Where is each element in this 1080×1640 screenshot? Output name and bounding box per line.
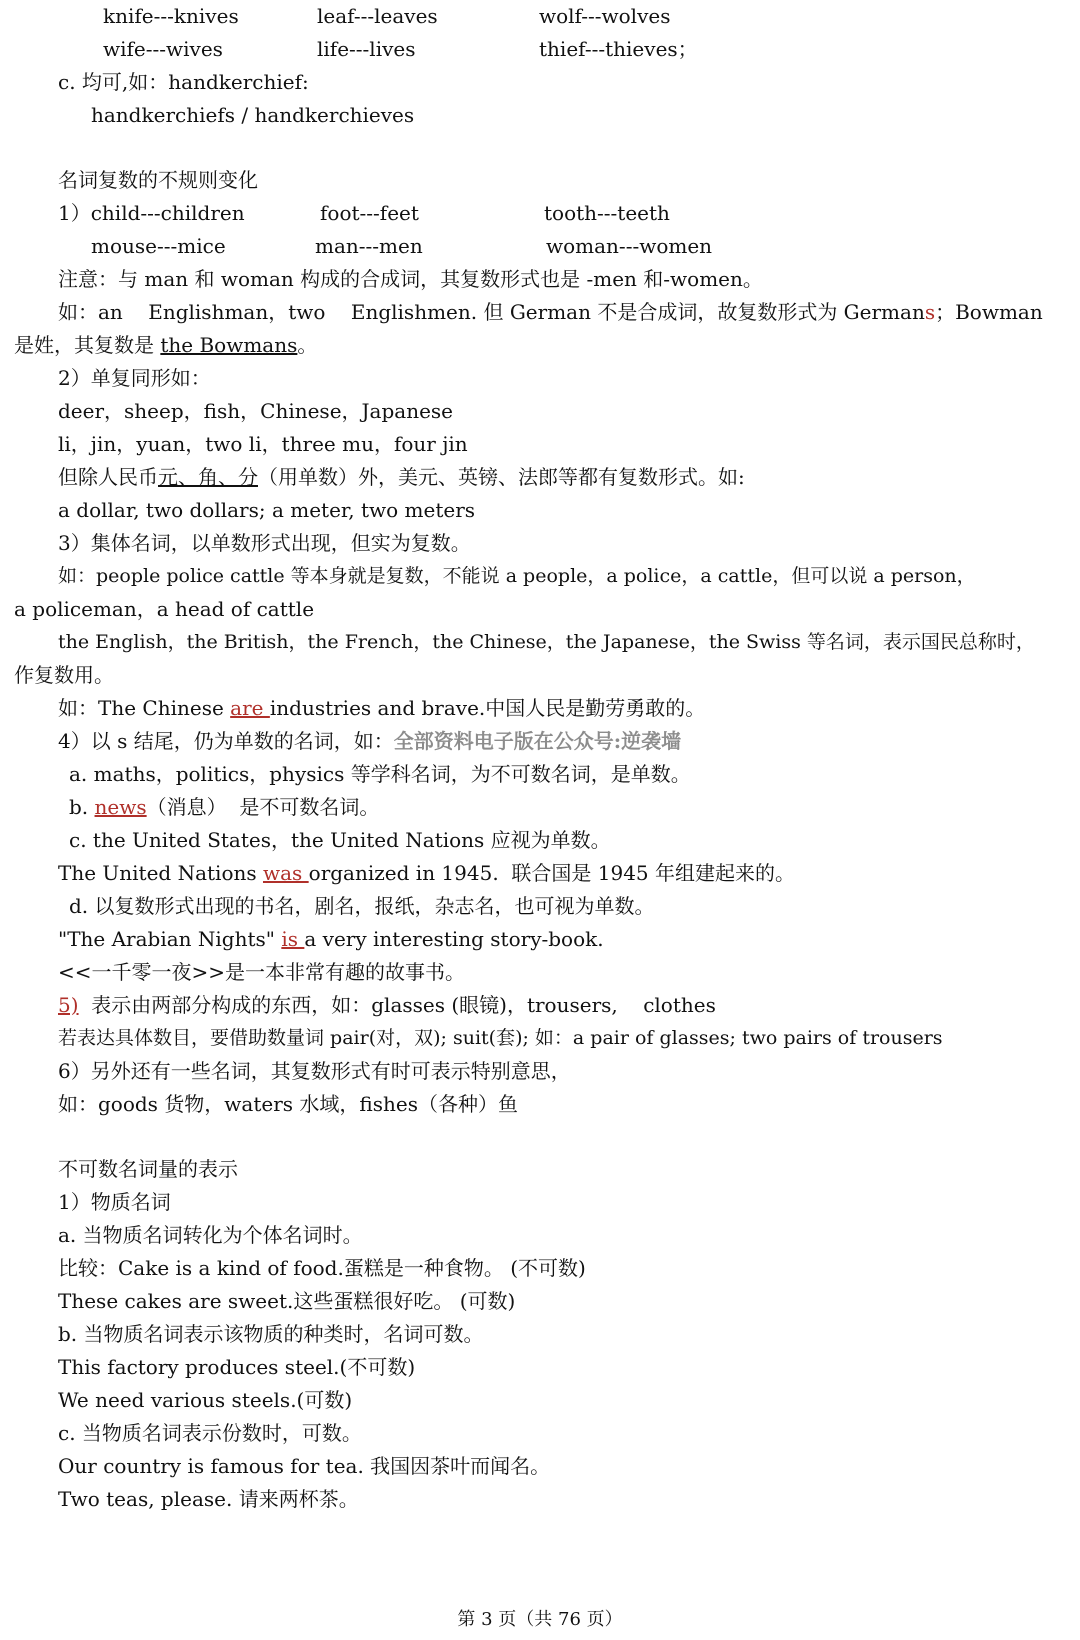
text-line — [14, 332, 317, 358]
plural-example: man---men — [315, 234, 423, 258]
highlight-text: 5) — [58, 993, 79, 1017]
text-line: a. 当物质名词转化为个体名词时。 — [58, 1223, 363, 1247]
text-line — [58, 695, 705, 721]
text-line: 若表达具体数目，要借助数量词 pair(对，双); suit(套); 如：a pair of glasses; two pairs of trousers — [58, 1027, 943, 1049]
text-line: 2）单复同形如： — [58, 366, 211, 390]
text-run: 。 — [297, 333, 318, 357]
text-line: 6）另外还有一些名词，其复数形式有时可表示特别意思， — [58, 1059, 571, 1083]
section-heading: 名词复数的不规则变化 — [58, 168, 258, 192]
text-line — [58, 299, 1043, 325]
text-run: 是姓，其复数是 — [14, 333, 161, 357]
plural-example: thief---thieves； — [539, 37, 698, 61]
plural-example: leaf---leaves — [317, 4, 438, 28]
text-run: The United Nations — [58, 861, 263, 885]
text-run: b. — [69, 795, 95, 819]
text-run: （消息） 是不可数名词。 — [146, 795, 380, 819]
text-line — [58, 992, 716, 1018]
text-run: industries and brave.中国人民是勤劳勇敢的。 — [269, 696, 706, 720]
plural-example: wife---wives — [103, 37, 223, 61]
plural-example: knife---knives — [103, 4, 239, 28]
text-line: a. maths，politics，physics 等学科名词，为不可数名词，是单数。 — [69, 762, 691, 786]
text-line — [58, 728, 681, 754]
text-run: 但除人民币 — [58, 465, 158, 489]
highlight-text: s — [924, 300, 936, 324]
plural-example: tooth---teeth — [544, 201, 670, 225]
text-line: 1）物质名词 — [58, 1190, 171, 1214]
text-line: c. 当物质名词表示份数时，可数。 — [58, 1421, 362, 1445]
text-run: （用单数）外，美元、英镑、法郎等都有复数形式。如: — [258, 465, 745, 489]
text-line: 如：goods 货物，waters 水域，fishes（各种）鱼 — [58, 1092, 518, 1116]
text-line: 3）集体名词，以单数形式出现，但实为复数。 — [58, 531, 471, 555]
plural-example: 1）child---children — [58, 201, 245, 225]
highlight-text: is — [281, 927, 305, 951]
plural-example: foot---feet — [320, 201, 419, 225]
text-run: ；Bowman — [935, 300, 1043, 324]
text-line: d. 以复数形式出现的书名，剧名，报纸，杂志名，也可视为单数。 — [69, 894, 655, 918]
text-line: c. the United States，the United Nations 应视为单数。 — [69, 828, 611, 852]
text-line — [69, 794, 379, 820]
text-run: 如：an Englishman，two Englishmen. 但 German 不是合成词，故复数形式为 German — [58, 300, 925, 324]
plural-example: mouse---mice — [91, 234, 226, 258]
text-line: handkerchiefs / handkerchieves — [91, 103, 415, 127]
plural-example: life---lives — [317, 37, 416, 61]
plural-example: woman---women — [546, 234, 713, 258]
text-run: "The Arabian Nights" — [58, 927, 282, 951]
text-run: organized in 1945. 联合国是 1945 年组建起来的。 — [308, 861, 796, 885]
text-line: a policeman，a head of cattle — [14, 597, 315, 621]
text-line — [58, 926, 604, 952]
text-line: These cakes are sweet.这些蛋糕很好吃。 (可数) — [58, 1289, 516, 1313]
text-line — [58, 860, 795, 886]
text-line: b. 当物质名词表示该物质的种类时，名词可数。 — [58, 1322, 484, 1346]
text-run: a very interesting story-book. — [304, 927, 604, 951]
text-line: Our country is famous for tea. 我国因茶叶而闻名。 — [58, 1454, 551, 1478]
underlined-text: the Bowmans — [160, 333, 298, 357]
underlined-text: 元、角、分 — [158, 465, 258, 489]
text-line: 注意：与 man 和 woman 构成的合成词，其复数形式也是 -men 和-women。 — [58, 267, 763, 291]
section-heading: 不可数名词量的表示 — [58, 1157, 238, 1181]
text-line: <<一千零一夜>>是一本非常有趣的故事书。 — [58, 960, 466, 984]
text-line — [58, 464, 745, 490]
text-line: the English，the British，the French，the Chinese，the Japanese，the Swiss 等名词，表示国民总称时， — [58, 631, 1035, 653]
text-line: 如：people police cattle 等本身就是复数，不能说 a people，a police，a cattle，但可以说 a person， — [58, 565, 976, 587]
text-line: li，jin，yuan，two li，three mu，four jin — [58, 432, 468, 456]
highlight-text: are — [230, 696, 270, 720]
text-line: c. 均可,如：handkerchief: — [58, 70, 309, 94]
page-number-footer: 第 3 页（共 76 页） — [457, 1609, 623, 1630]
text-run: 4）以 s 结尾，仍为单数的名词，如： — [58, 729, 394, 753]
text-line: deer，sheep，fish，Chinese，Japanese — [58, 399, 454, 423]
text-line: a dollar, two dollars; a meter, two meters — [58, 498, 476, 522]
text-line: 作复数用。 — [14, 663, 114, 687]
plural-example: wolf---wolves — [539, 4, 671, 28]
watermark-text: 全部资料电子版在公众号:逆袭墙 — [393, 729, 682, 753]
highlight-text: news — [94, 795, 147, 819]
text-line: Two teas, please. 请来两杯茶。 — [58, 1487, 359, 1511]
text-run: 如：The Chinese — [58, 696, 231, 720]
text-line: This factory produces steel.(不可数) — [58, 1355, 416, 1379]
highlight-text: was — [262, 861, 309, 885]
text-line: 比较：Cake is a kind of food.蛋糕是一种食物。 (不可数) — [58, 1256, 586, 1280]
text-run: 表示由两部分构成的东西，如：glasses (眼镜)，trousers, clothes — [78, 993, 716, 1017]
text-line: We need various steels.(可数) — [58, 1388, 353, 1412]
